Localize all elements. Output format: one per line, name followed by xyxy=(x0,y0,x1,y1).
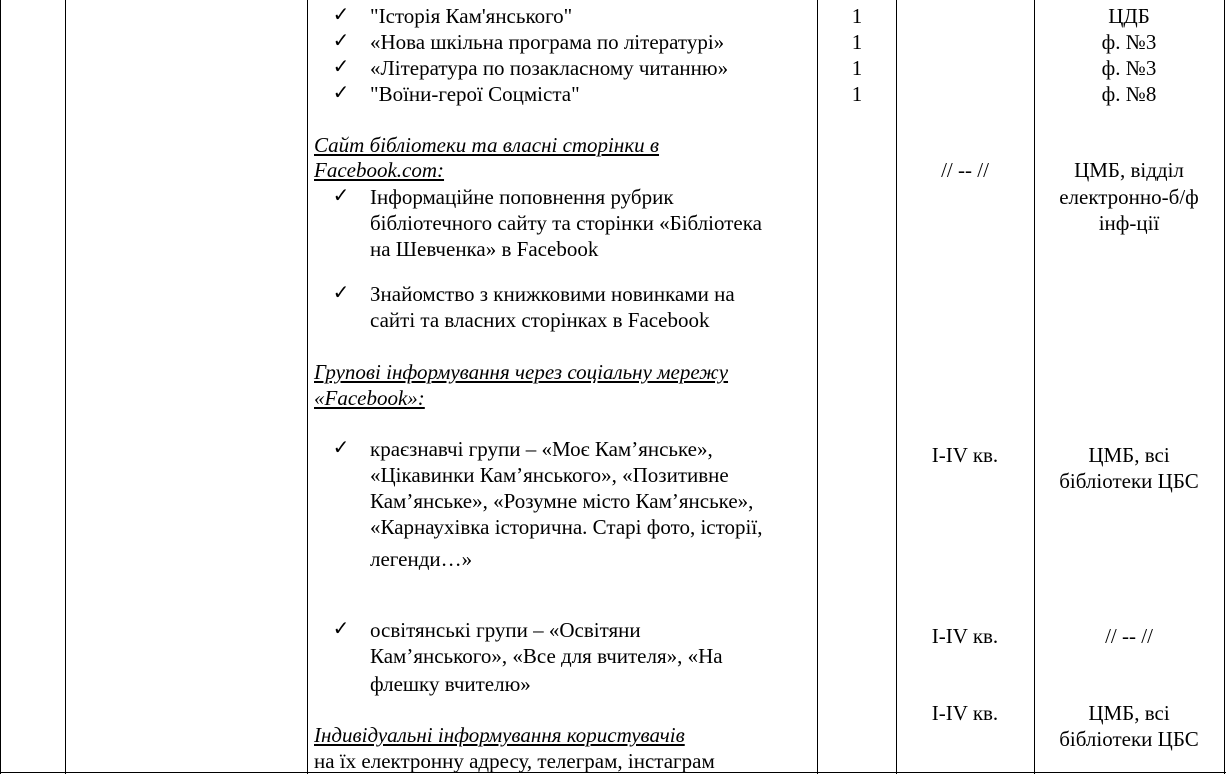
item-text: Інформаційне поповнення рубрик xyxy=(370,185,674,209)
section-responsible: ЦМБ, всі xyxy=(1088,701,1170,725)
section-term: І-IV кв. xyxy=(931,701,999,725)
item-text: краєзнавчі групи – «Моє Кам’янське», xyxy=(370,437,713,461)
checkmark-icon: ✓ xyxy=(332,282,350,304)
section-responsible: інф-ції xyxy=(1098,211,1160,235)
column-divider xyxy=(817,0,818,774)
item-location: ЦДБ xyxy=(1108,4,1150,28)
checkmark-icon: ✓ xyxy=(332,82,350,104)
checkmark-icon: ✓ xyxy=(332,56,350,78)
item-responsible: // -- // xyxy=(1105,624,1153,648)
item-term: І-IV кв. xyxy=(931,443,999,467)
section-term: // -- // xyxy=(941,158,989,182)
section-title-site-cont: Facebook.com: xyxy=(314,158,445,182)
item-title: «Нова шкільна програма по літературі» xyxy=(370,30,725,54)
item-responsible: бібліотеки ЦБС xyxy=(1059,469,1199,493)
column-divider xyxy=(1034,0,1035,774)
item-qty: 1 xyxy=(851,56,863,80)
item-text: освітянські групи – «Освітяни xyxy=(370,618,641,642)
item-title: «Література по позакласному читанню» xyxy=(370,56,729,80)
column-divider xyxy=(896,0,897,774)
item-text: флешку вчителю» xyxy=(370,672,531,696)
item-location: ф. №8 xyxy=(1101,82,1157,106)
table-border-right xyxy=(1224,0,1225,774)
section-title-individual: Індивідуальні інформування користувачів xyxy=(314,723,685,747)
item-text: легенди…» xyxy=(370,547,473,571)
column-divider xyxy=(65,0,66,774)
item-qty: 1 xyxy=(851,4,863,28)
item-qty: 1 xyxy=(851,30,863,54)
item-location: ф. №3 xyxy=(1101,30,1157,54)
item-text: на Шевченка» в Facebook xyxy=(370,237,599,261)
section-responsible: бібліотеки ЦБС xyxy=(1059,727,1199,751)
item-text: Знайомство з книжковими новинками на xyxy=(370,282,735,306)
checkmark-icon: ✓ xyxy=(332,4,350,26)
item-qty: 1 xyxy=(851,82,863,106)
checkmark-icon: ✓ xyxy=(332,437,350,459)
item-title: "Воїни-герої Соцміста" xyxy=(370,82,580,106)
section-individual-text: на їх електронну адресу, телеграм, інстаграм xyxy=(314,749,715,773)
item-title: "Історія Кам'янського" xyxy=(370,4,573,28)
item-responsible: ЦМБ, всі xyxy=(1088,443,1170,467)
item-text: «Цікавинки Кам’янського», «Позитивне xyxy=(370,463,729,487)
table-border-left xyxy=(0,0,1,774)
item-text: сайті та власних сторінках в Facebook xyxy=(370,308,710,332)
item-text: «Карнаухівка історична. Старі фото, історії, xyxy=(370,515,763,539)
item-text: Кам’янське», «Розумне місто Кам’янське», xyxy=(370,489,754,513)
checkmark-icon: ✓ xyxy=(332,30,350,52)
item-text: Кам’янського», «Все для вчителя», «На xyxy=(370,644,723,668)
item-location: ф. №3 xyxy=(1101,56,1157,80)
section-title-site: Сайт бібліотеки та власні сторінки в xyxy=(314,133,660,157)
section-title-groups-cont: «Facebook»: xyxy=(314,386,425,410)
section-responsible: електронно-б/ф xyxy=(1059,185,1199,209)
item-text: бібліотечного сайту та сторінки «Бібліотека xyxy=(370,211,762,235)
column-divider xyxy=(307,0,308,774)
section-title-groups: Групові інформування через соціальну мережу xyxy=(314,360,729,384)
section-responsible: ЦМБ, відділ xyxy=(1074,158,1184,182)
item-term: І-IV кв. xyxy=(931,624,999,648)
checkmark-icon: ✓ xyxy=(332,618,350,640)
checkmark-icon: ✓ xyxy=(332,185,350,207)
